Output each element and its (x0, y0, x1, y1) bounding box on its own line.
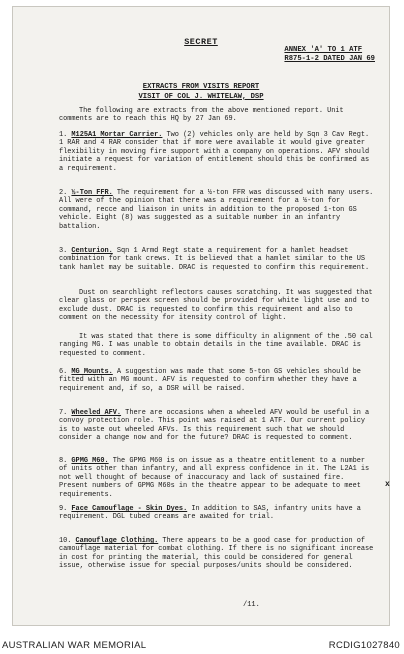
page-continuation: /11. (243, 601, 260, 609)
paragraph-heading: Centurion. (71, 247, 113, 255)
paragraph-7 (59, 409, 377, 443)
paragraph-heading: Face Camouflage - Skin Dyes. (71, 505, 188, 513)
paragraph-1 (59, 131, 377, 173)
title-line-2: VISIT OF COL J. WHITELAW, DSP (138, 92, 264, 101)
paragraph-number: 2. (59, 189, 68, 197)
paragraph-heading: GPMG M60. (71, 457, 109, 465)
paragraph-6 (59, 368, 377, 393)
archive-reference: RCDIG1027840 (328, 640, 400, 651)
classification-header: SECRET (184, 37, 218, 47)
document-title (13, 83, 389, 102)
paragraph-heading: Wheeled AFV. (71, 409, 122, 417)
paragraph-4 (59, 289, 377, 323)
intro-paragraph: The following are extracts from the above mentioned report. Unit comments are to reach this HQ by 27 Jan 69. (59, 107, 344, 124)
annex-line-2: R875-1-2 DATED JAN 69 (284, 55, 375, 63)
paragraph-number: 8. (59, 457, 68, 465)
margin-mark: x (385, 480, 390, 489)
paragraph-number: 3. (59, 247, 68, 255)
paragraph-text: It was stated that there is some difficulty in alignment of the .50 cal ranging MG. I was unable to obtain details in the time available. DRAC is requested to comment. (59, 333, 373, 358)
paragraph-heading: Camouflage Clothing. (75, 537, 159, 545)
paragraph-3 (59, 247, 377, 272)
paragraph-10 (59, 537, 377, 571)
paragraph-9 (59, 505, 377, 522)
document-page (12, 6, 390, 626)
paragraph-text: The GPMG M60 is on issue as a theatre entitlement to a number of units other than infantry, and all express confidence in it. The L2A1 is not well thought of because of inaccuracy and lack of sustained fire. Present numbers of GPMG M60s in the theatre appear to be adequate to meet requirements. (59, 457, 370, 499)
paragraph-text: In addition to SAS, infantry units have a requirement. DGL tubed creams are awaited for trial. (59, 505, 361, 522)
paragraph-number: 9. (59, 505, 68, 513)
annex-reference (284, 46, 375, 64)
title-line-1: EXTRACTS FROM VISITS REPORT (142, 83, 260, 91)
paragraph-8 (59, 457, 377, 499)
paragraph-2 (59, 189, 377, 231)
paragraph-number: 7. (59, 409, 68, 417)
annex-line-1: ANNEX 'A' TO 1 ATF (284, 46, 363, 54)
archive-name: AUSTRALIAN WAR MEMORIAL (2, 640, 147, 651)
paragraph-5 (59, 333, 377, 358)
paragraph-number: 6. (59, 368, 68, 376)
paragraph-heading: M125A1 Mortar Carrier. (71, 131, 163, 139)
paragraph-text: The requirement for a ½-ton FFR was discussed with many users. All were of the opinion that there was a requirement for a ½-ton for command, recce and liaison in units in addition to the proposed 1-ton GS vehicle. Eight (8) was suggested as a suitable number in an infantry battalion. (59, 189, 374, 231)
paragraph-heading: ½-Ton FFR. (71, 189, 113, 197)
paragraph-text: Dust on searchlight reflectors causes scratching. It was suggested that clear glass or perspex screen should be provided for white light use and to exclude dust. DRAC is requested to confirm this requirement and also to comment on the necessity for itensity control of light. (59, 289, 373, 323)
archive-footer (0, 630, 404, 654)
paragraph-text: A suggestion was made that some 5-ton GS vehicles should be fitted with an MG mount. AFV is requested to confirm whether they have a requirement and, if so, a DSR will be raised. (59, 368, 361, 393)
paragraph-text: Two (2) vehicles only are held by Sqn 3 Cav Regt. 1 RAR and 4 RAR consider that if more were available it would give greater flexibility in moving fire support with a company on operations. AFV should initiate a request for variation of entitlement should this be confirmed as a requirement. (59, 131, 370, 173)
paragraph-text: Sqn 1 Armd Regt state a requirement for a hamlet headset combination for tank crews. It is believed that a hamlet similar to the US tank hamlet may be suitable. DRAC is requested to confirm this requirement. (59, 247, 370, 272)
paragraph-number: 10. (59, 537, 72, 545)
paragraph-heading: MG Mounts. (71, 368, 113, 376)
paragraph-number: 1. (59, 131, 68, 139)
paragraph-text: There are occasions when a wheeled AFV would be useful in a convoy protection role. This point was raised at 1 ATF. Our current policy is to waste out wheeled AFVs. Is this requirement such that we should consider a change now and for the future? DRAC is requested to comment. (59, 409, 370, 443)
paragraph-text: There appears to be a good case for production of camouflage material for combat clothing. If there is no significant increase in cost for printing the material, this could be considered for general issue, otherwise issue for special purposes/units should be considered. (59, 537, 374, 571)
